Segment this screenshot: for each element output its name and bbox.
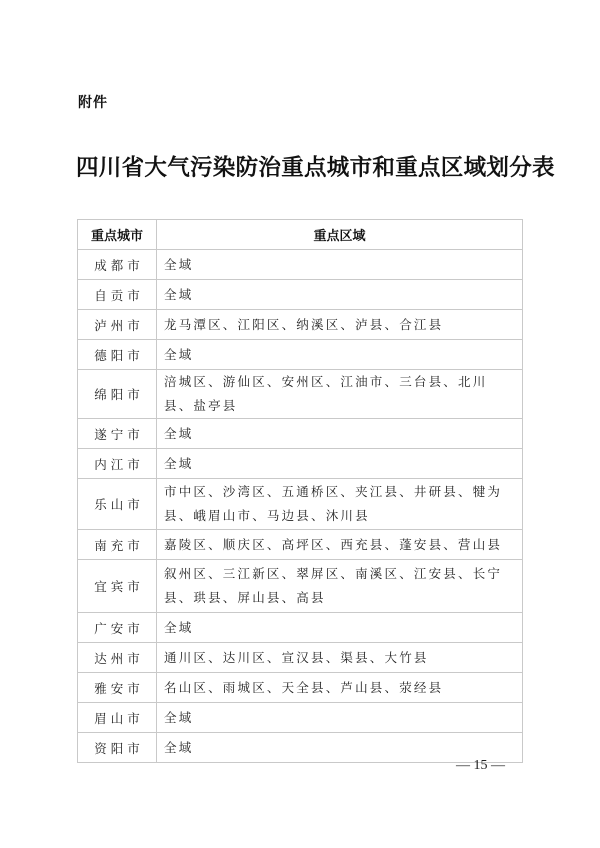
table-row bbox=[78, 613, 523, 643]
city-cell: 南充市 bbox=[78, 530, 157, 560]
area-cell: 全域 bbox=[157, 280, 523, 310]
attachment-label: 附件 bbox=[78, 95, 108, 111]
area-cell: 嘉陵区、顺庆区、高坪区、西充县、蓬安县、营山县 bbox=[157, 530, 523, 560]
area-cell: 全域 bbox=[157, 703, 523, 733]
city-cell: 内江市 bbox=[78, 449, 157, 479]
table-row bbox=[78, 479, 523, 530]
area-cell: 全域 bbox=[157, 613, 523, 643]
city-cell: 资阳市 bbox=[78, 733, 157, 763]
table-row bbox=[78, 673, 523, 703]
key-areas-table bbox=[77, 219, 523, 763]
table-row bbox=[78, 560, 523, 613]
table-header-row bbox=[78, 220, 523, 250]
city-cell: 宜宾市 bbox=[78, 560, 157, 613]
area-cell: 涪城区、游仙区、安州区、江油市、三台县、北川县、盐亭县 bbox=[157, 370, 523, 419]
area-cell: 叙州区、三江新区、翠屏区、南溪区、江安县、长宁县、珙县、屏山县、高县 bbox=[157, 560, 523, 613]
document-title: 四川省大气污染防治重点城市和重点区域划分表 bbox=[76, 155, 555, 181]
area-cell: 全域 bbox=[157, 733, 523, 763]
city-cell: 自贡市 bbox=[78, 280, 157, 310]
area-cell: 通川区、达川区、宣汉县、渠县、大竹县 bbox=[157, 643, 523, 673]
city-cell: 德阳市 bbox=[78, 340, 157, 370]
table-row bbox=[78, 419, 523, 449]
header-key-city: 重点城市 bbox=[78, 220, 157, 250]
city-cell: 达州市 bbox=[78, 643, 157, 673]
table-row bbox=[78, 643, 523, 673]
header-key-area: 重点区域 bbox=[157, 220, 523, 250]
area-cell: 全域 bbox=[157, 340, 523, 370]
area-cell: 名山区、雨城区、天全县、芦山县、荥经县 bbox=[157, 673, 523, 703]
city-cell: 成都市 bbox=[78, 250, 157, 280]
area-cell: 全域 bbox=[157, 250, 523, 280]
area-cell: 全域 bbox=[157, 449, 523, 479]
table-row bbox=[78, 340, 523, 370]
city-cell: 泸州市 bbox=[78, 310, 157, 340]
table-row bbox=[78, 310, 523, 340]
city-cell: 绵阳市 bbox=[78, 370, 157, 419]
table-row bbox=[78, 449, 523, 479]
table-row bbox=[78, 250, 523, 280]
area-cell: 市中区、沙湾区、五通桥区、夹江县、井研县、犍为县、峨眉山市、马边县、沐川县 bbox=[157, 479, 523, 530]
city-cell: 眉山市 bbox=[78, 703, 157, 733]
table-row bbox=[78, 530, 523, 560]
city-cell: 乐山市 bbox=[78, 479, 157, 530]
city-cell: 广安市 bbox=[78, 613, 157, 643]
table-row bbox=[78, 280, 523, 310]
area-cell: 全域 bbox=[157, 419, 523, 449]
area-cell: 龙马潭区、江阳区、纳溪区、泸县、合江县 bbox=[157, 310, 523, 340]
table-row bbox=[78, 703, 523, 733]
page-number: — 15 — bbox=[456, 758, 505, 773]
city-cell: 雅安市 bbox=[78, 673, 157, 703]
city-cell: 遂宁市 bbox=[78, 419, 157, 449]
table-row bbox=[78, 370, 523, 419]
